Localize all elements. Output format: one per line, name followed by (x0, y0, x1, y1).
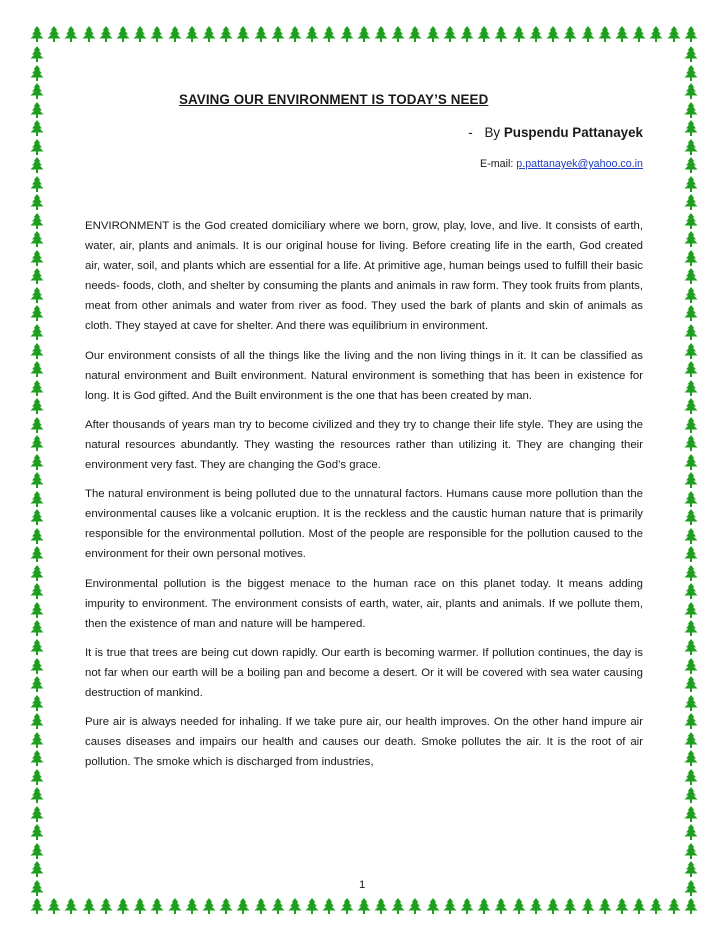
tree-icon (30, 676, 44, 692)
tree-icon (667, 26, 681, 42)
tree-icon (30, 658, 44, 674)
tree-icon (30, 695, 44, 711)
page-number: 1 (359, 879, 366, 891)
tree-icon (684, 380, 698, 396)
tree-icon (684, 602, 698, 618)
paragraph: Pure air is always needed for inhaling. If we take pure air, our health improves. On the other hand impure air causes diseases and impairs our health and causes our death. Smoke pollutes the air. It is the root of air pollution. The smoke which is discharged from industries, (85, 716, 643, 769)
tree-icon (684, 880, 698, 896)
author-email (480, 158, 643, 170)
tree-icon (30, 102, 44, 118)
tree-icon (684, 268, 698, 284)
tree-icon (30, 583, 44, 599)
tree-icon (684, 824, 698, 840)
tree-icon (684, 898, 698, 914)
tree-icon (684, 250, 698, 266)
tree-icon (684, 120, 698, 136)
tree-icon (684, 732, 698, 748)
tree-icon (30, 157, 44, 173)
tree-icon (684, 454, 698, 470)
tree-icon (684, 583, 698, 599)
tree-icon (30, 454, 44, 470)
tree-icon (30, 213, 44, 229)
tree-icon (30, 898, 44, 914)
tree-icon (30, 250, 44, 266)
tree-icon (64, 26, 78, 42)
tree-icon (684, 861, 698, 877)
tree-icon (30, 231, 44, 247)
tree-icon (30, 769, 44, 785)
tree-icon (47, 898, 61, 914)
tree-icon (30, 472, 44, 488)
tree-icon (649, 898, 663, 914)
tree-border-left (30, 46, 44, 896)
tree-icon (30, 528, 44, 544)
article-body (85, 216, 643, 781)
byline-prefix: By (484, 125, 501, 140)
tree-icon (30, 806, 44, 822)
tree-icon (684, 46, 698, 62)
tree-icon (30, 305, 44, 321)
tree-icon (684, 639, 698, 655)
tree-icon (30, 324, 44, 340)
tree-icon (684, 213, 698, 229)
tree-icon (684, 287, 698, 303)
tree-icon (30, 880, 44, 896)
paragraph: Environmental pollution is the biggest menace to the human race on this planet today. It means adding impurity to environment. The environment consists of earth, water, air, plants and animals. If we pollute them, then the existence of man and nature will be hampered. (85, 577, 643, 630)
tree-icon (684, 398, 698, 414)
tree-icon (30, 287, 44, 303)
tree-icon (684, 546, 698, 562)
tree-icon (30, 417, 44, 433)
tree-icon (684, 361, 698, 377)
tree-icon (684, 139, 698, 155)
tree-icon (684, 472, 698, 488)
tree-icon (684, 528, 698, 544)
tree-icon (30, 602, 44, 618)
tree-icon (64, 898, 78, 914)
tree-icon (30, 509, 44, 525)
email-label: E-mail: (480, 158, 514, 170)
tree-icon (684, 695, 698, 711)
tree-icon (684, 787, 698, 803)
tree-icon (30, 565, 44, 581)
tree-icon (684, 491, 698, 507)
tree-icon (684, 417, 698, 433)
tree-icon (684, 102, 698, 118)
tree-icon (649, 26, 663, 42)
tree-icon (30, 435, 44, 451)
tree-icon (684, 26, 698, 42)
tree-icon (684, 750, 698, 766)
tree-icon (30, 398, 44, 414)
tree-icon (684, 565, 698, 581)
paragraph: The natural environment is being polluted due to the unnatural factors. Humans cause more pollution than the environmental causes like a volcanic eruption. It is the reckless and the caustic human nature that is primarily responsible for the environmental pollution. Most of the people are responsible for the pollution caused to the environment for their own personal motives. (85, 488, 643, 561)
email-link[interactable]: p.pattanayek@yahoo.co.in (516, 158, 643, 170)
tree-icon (47, 26, 61, 42)
document-title: SAVING OUR ENVIRONMENT IS TODAY’S NEED (179, 92, 489, 107)
tree-icon (684, 658, 698, 674)
tree-icon (684, 676, 698, 692)
tree-icon (30, 176, 44, 192)
tree-icon (684, 324, 698, 340)
tree-icon (30, 194, 44, 210)
tree-icon (30, 65, 44, 81)
tree-icon (684, 83, 698, 99)
tree-icon (684, 157, 698, 173)
tree-icon (684, 806, 698, 822)
tree-icon (684, 843, 698, 859)
tree-icon (30, 732, 44, 748)
paragraph: It is true that trees are being cut down rapidly. Our earth is becoming warmer. If pollution continues, the day is not far when our earth will be a boiling pan and become a desert. Or it will be covered with sea water causing destruction of mankind. (85, 646, 643, 699)
tree-icon (684, 769, 698, 785)
author-name: Puspendu Pattanayek (503, 125, 643, 140)
tree-icon (30, 46, 44, 62)
tree-icon (30, 139, 44, 155)
tree-icon (30, 361, 44, 377)
tree-icon (30, 268, 44, 284)
tree-icon (684, 176, 698, 192)
tree-icon (30, 491, 44, 507)
tree-icon (30, 83, 44, 99)
tree-icon (684, 305, 698, 321)
tree-icon (30, 343, 44, 359)
tree-icon (30, 120, 44, 136)
tree-icon (30, 546, 44, 562)
byline-dash: - (468, 125, 473, 140)
tree-icon (30, 861, 44, 877)
tree-icon (684, 509, 698, 525)
tree-icon (30, 26, 44, 42)
tree-icon (30, 620, 44, 636)
tree-icon (684, 194, 698, 210)
tree-border-right (684, 46, 698, 896)
document-page (85, 0, 643, 943)
paragraph: ENVIRONMENT is the God created domiciliary where we born, grow, play, love, and live. It consists of earth, water, air, plants and animals. It is our original house for living. Before creating life in the earth, God created air, water, soil, and plants which are essential for a life. At primitive age, human beings used to fulfill their basic needs- foods, cloth, and shelter by consuming the plants and animals in raw form. They took fruits from plants, meat from other animals and water from river as food. They used the bark of plants and skin of animals as cloth. They stayed at cave for shelter. And there was equilibrium in environment. (85, 220, 643, 333)
tree-icon (30, 639, 44, 655)
paragraph: After thousands of years man try to become civilized and they try to change their life style. They are using the natural resources abundantly. They wasting the resources rather than utilizing it. They are changing their environment very fast. They are changing the God’s grace. (85, 418, 643, 472)
tree-icon (684, 620, 698, 636)
tree-icon (684, 343, 698, 359)
tree-icon (667, 898, 681, 914)
tree-icon (30, 380, 44, 396)
paragraph: Our environment consists of all the things like the living and the non living things in it. It can be classified as natural environment and Built environment. Natural environment is something that has been in existence for long. It is God gifted. And the Built environment is the one that has been created by man. (85, 349, 643, 402)
author-byline (468, 125, 643, 140)
tree-icon (684, 231, 698, 247)
tree-icon (30, 713, 44, 729)
tree-icon (30, 843, 44, 859)
tree-icon (30, 750, 44, 766)
tree-icon (684, 713, 698, 729)
tree-icon (684, 435, 698, 451)
tree-icon (30, 787, 44, 803)
tree-icon (30, 824, 44, 840)
tree-icon (684, 65, 698, 81)
